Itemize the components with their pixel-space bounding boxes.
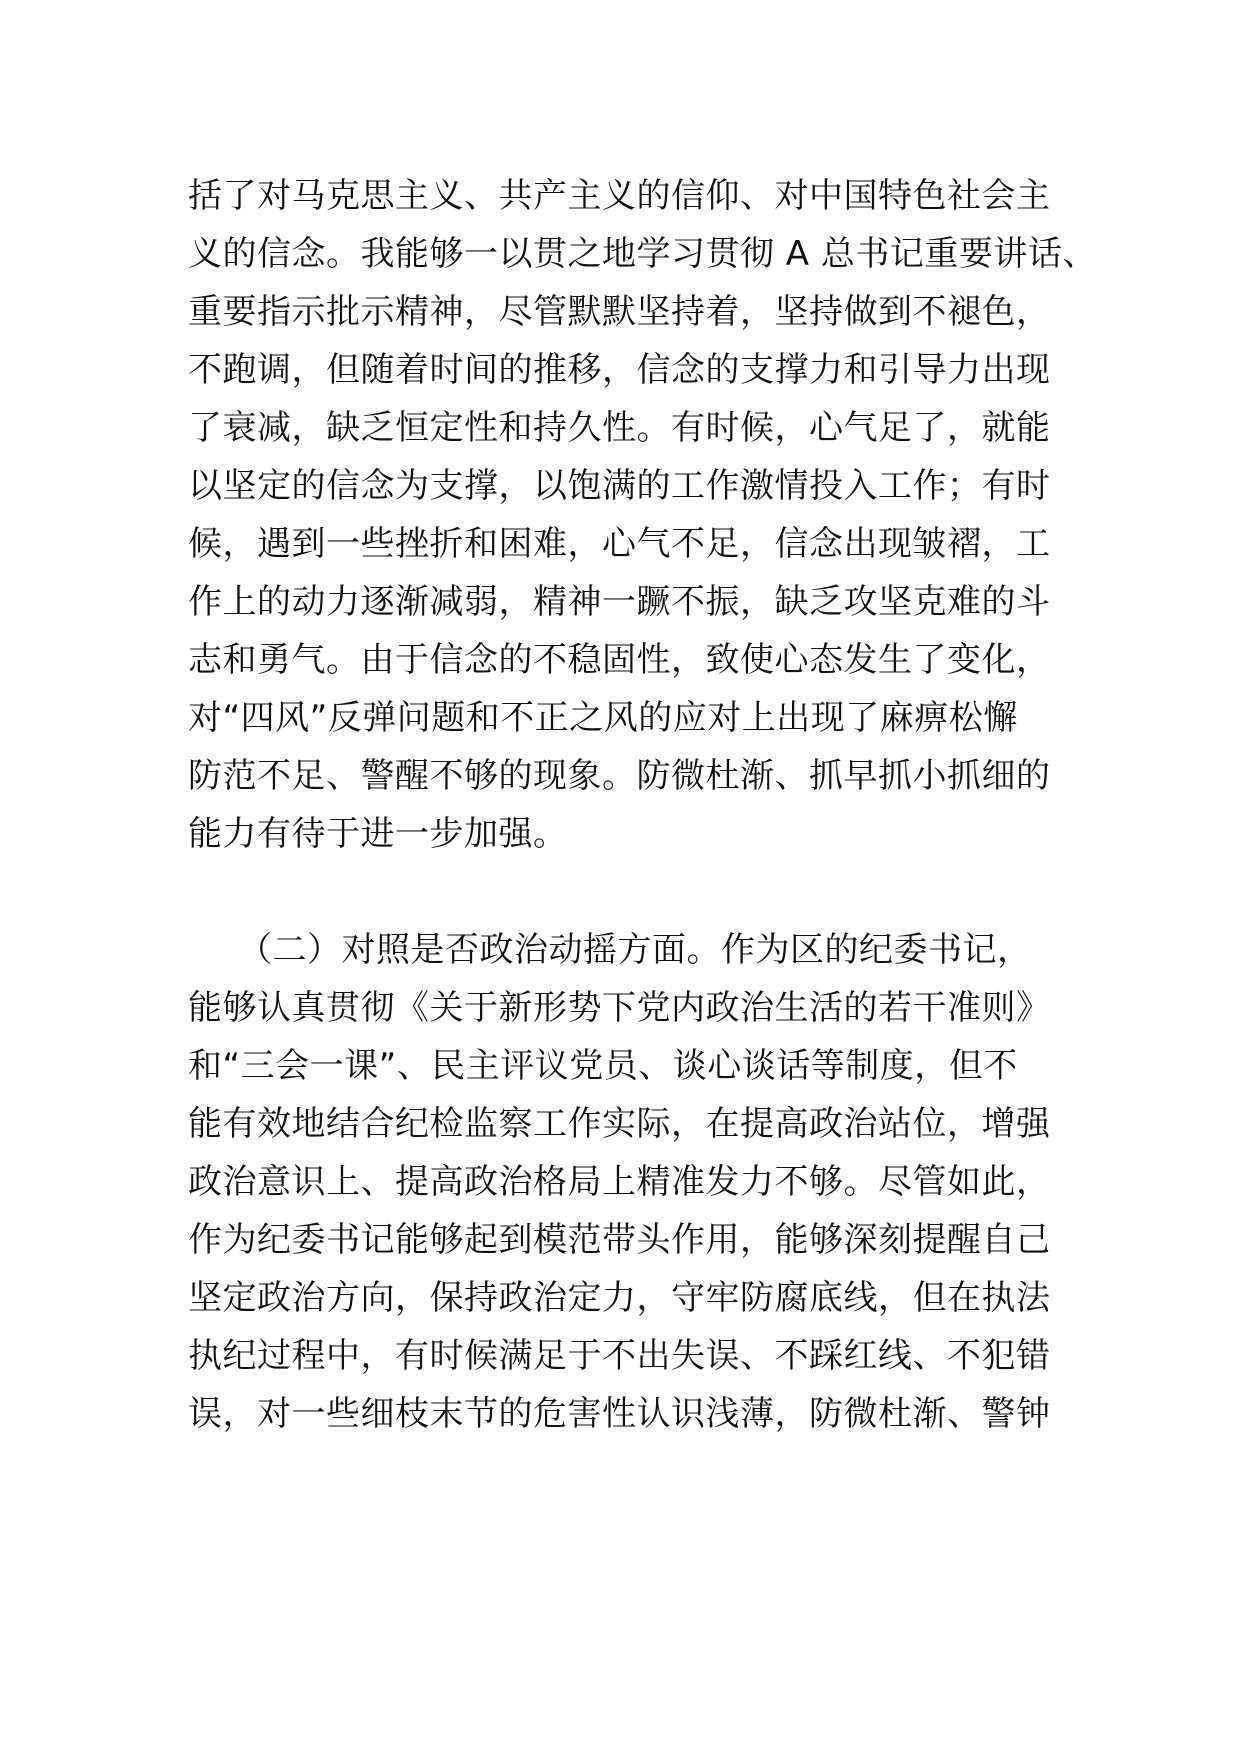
text-line: 义的信念。我能够一以贯之地学习贯彻 A 总书记重要讲话、 <box>188 234 1097 274</box>
text-line: 了衰减，缺乏恒定性和持久性。有时候，心气足了，就能 <box>188 408 1051 448</box>
text-line: 不跑调，但随着时间的推移，信念的支撑力和引导力出现 <box>188 350 1051 390</box>
text-line: 作上的动力逐渐减弱，精神一蹶不振，缺乏攻坚克难的斗 <box>188 582 1051 622</box>
text-line: 能够认真贯彻《关于新形势下党内政治生活的若干准则》 <box>188 988 1051 1028</box>
section-heading-line: （二）对照是否政治动摇方面。作为区的纪委书记， <box>238 930 1032 970</box>
text-line: 对“四风”反弹问题和不正之风的应对上出现了麻痹松懈 <box>188 698 1018 738</box>
text-line: 重要指示批示精神，尽管默默坚持着，坚持做到不褪色， <box>188 292 1051 332</box>
text-line: 执纪过程中，有时候满足于不出失误、不踩红线、不犯错 <box>188 1336 1051 1376</box>
text-line: 候，遇到一些挫折和困难，心气不足，信念出现皱褶，工 <box>188 524 1051 564</box>
text-line: 防范不足、警醒不够的现象。防微杜渐、抓早抓小抓细的 <box>188 756 1051 796</box>
text-line: 和“三会一课”、民主评议党员、谈心谈话等制度，但不 <box>188 1046 1018 1086</box>
text-line: 坚定政治方向，保持政治定力，守牢防腐底线，但在执法 <box>188 1278 1051 1318</box>
text-line: 能力有待于进一步加强。 <box>188 814 568 854</box>
text-line: 以坚定的信念为支撑，以饱满的工作激情投入工作；有时 <box>188 466 1051 506</box>
text-line: 括了对马克思主义、共产主义的信仰、对中国特色社会主 <box>188 176 1051 216</box>
text-line: 作为纪委书记能够起到模范带头作用，能够深刻提醒自己 <box>188 1220 1051 1260</box>
text-line: 政治意识上、提高政治格局上精准发力不够。尽管如此， <box>188 1162 1051 1202</box>
text-line: 志和勇气。由于信念的不稳固性，致使心态发生了变化， <box>188 640 1051 680</box>
text-line: 误，对一些细枝末节的危害性认识浅薄，防微杜渐、警钟 <box>188 1394 1051 1434</box>
text-line: 能有效地结合纪检监察工作实际，在提高政治站位，增强 <box>188 1104 1051 1144</box>
